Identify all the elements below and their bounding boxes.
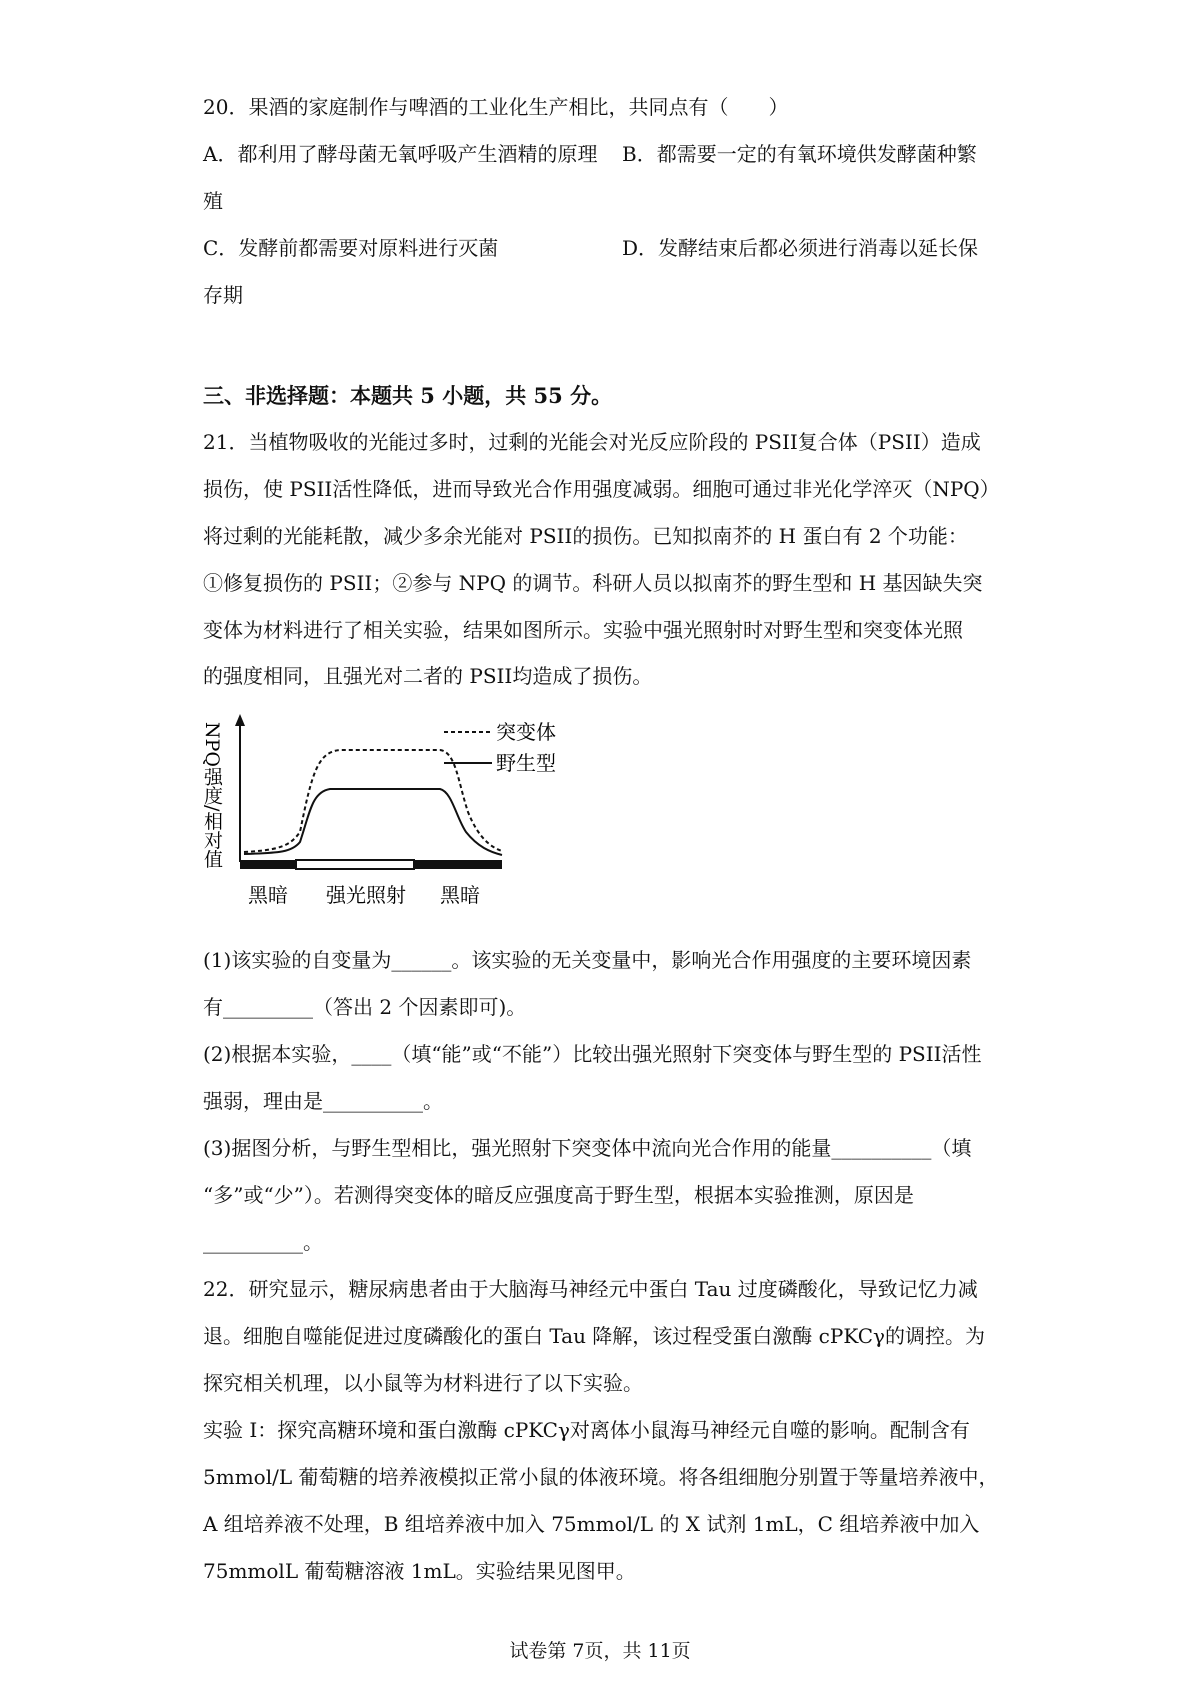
q20-option-c: C．发酵前都需要对原料进行灭菌 — [203, 236, 499, 260]
q21-line-2: 损伤，使 PSII活性降低，进而导致光合作用强度减弱。细胞可通过非光化学淬灭（NPQ） — [203, 477, 1000, 501]
q22-line-1: 22．研究显示，糖尿病患者由于大脑海马神经元中蛋白 Tau 过度磷酸化，导致记忆力减 — [203, 1277, 978, 1301]
q20-options-ab — [203, 140, 1003, 168]
legend-mutant-label: 突变体 — [496, 720, 556, 744]
q21-sub1-a: (1)该实验的自变量为______。该实验的无关变量中，影响光合作用强度的主要环境因素 — [203, 948, 972, 972]
q22-line-7: 75mmolL 葡萄糖溶液 1mL。实验结果见图甲。 — [203, 1559, 636, 1583]
x-label-light: 强光照射 — [326, 883, 406, 907]
mutant-curve — [244, 750, 502, 852]
q21-line-1: 21．当植物吸收的光能过多时，过剩的光能会对光反应阶段的 PSII复合体（PSII）造成 — [203, 430, 981, 454]
page-footer: 试卷第 7页，共 11页 — [509, 1640, 691, 1662]
x-label-dark-2: 黑暗 — [440, 883, 480, 907]
q21-line-6: 的强度相同，且强光对二者的 PSII均造成了损伤。 — [203, 664, 653, 688]
light-bar — [296, 860, 414, 869]
q20-option-d: D．发酵结束后都必须进行消毒以延长保 — [622, 236, 979, 260]
legend-wildtype-label: 野生型 — [496, 751, 556, 775]
q21-sub3-c: __________。 — [203, 1230, 323, 1254]
q21-sub3-a: (3)据图分析，与野生型相比，强光照射下突变体中流向光合作用的能量__________（填 — [203, 1136, 972, 1160]
q21-sub1-b: 有_________（答出 2 个因素即可)。 — [203, 995, 527, 1019]
q21-line-3: 将过剩的光能耗散，减少多余光能对 PSII的损伤。已知拟南芥的 H 蛋白有 2 个功能： — [203, 524, 968, 548]
npq-figure — [200, 712, 620, 922]
q22-line-6: A 组培养液不处理，B 组培养液中加入 75mmol/L 的 X 试剂 1mL，C 组培养液中加入 — [203, 1512, 980, 1536]
q22-line-2: 退。细胞自噬能促进过度磷酸化的蛋白 Tau 降解，该过程受蛋白激酶 cPKCγ的调控。为 — [203, 1324, 985, 1348]
q22-line-4: 实验 I：探究高糖环境和蛋白激酶 cPKCγ对离体小鼠海马神经元自噬的影响。配制含有 — [203, 1418, 970, 1442]
q21-sub2-b: 强弱，理由是__________。 — [203, 1089, 443, 1113]
section-title: 三、非选择题：本题共 5 小题，共 55 分。 — [203, 383, 613, 408]
y-axis-arrow — [235, 714, 245, 726]
q20-stem: 20．果酒的家庭制作与啤酒的工业化生产相比，共同点有（ ） — [203, 95, 789, 119]
q21-sub3-b: “多”或“少”）。若测得突变体的暗反应强度高于野生型，根据本实验推测，原因是 — [203, 1183, 914, 1207]
q21-sub2-a: (2)根据本实验，____（填“能”或“不能”）比较出强光照射下突变体与野生型的 PSII活性 — [203, 1042, 982, 1066]
q21-line-4: ①修复损伤的 PSII；②参与 NPQ 的调节。科研人员以拟南芥的野生型和 H 基因缺失突 — [203, 571, 983, 595]
q21-line-5: 变体为材料进行了相关实验，结果如图所示。实验中强光照射时对野生型和突变体光照 — [203, 618, 963, 642]
dark-bar-2 — [414, 860, 502, 869]
q22-line-3: 探究相关机理，以小鼠等为材料进行了以下实验。 — [203, 1371, 643, 1395]
q20-option-a: A．都利用了酵母菌无氧呼吸产生酒精的原理 — [203, 142, 598, 166]
q20-option-b-cont: 殖 — [203, 189, 223, 213]
q20-option-b: B．都需要一定的有氧环境供发酵菌种繁 — [622, 142, 977, 166]
q20-option-d-cont: 存期 — [203, 283, 243, 307]
y-axis-label: NPQ强度/相对值 — [201, 722, 223, 869]
q22-line-5: 5mmol/L 葡萄糖的培养液模拟正常小鼠的体液环境。将各组细胞分别置于等量培养液中， — [203, 1465, 999, 1489]
q20-options-cd — [203, 234, 1003, 262]
x-label-dark-1: 黑暗 — [248, 883, 288, 907]
dark-bar-1 — [240, 860, 296, 869]
